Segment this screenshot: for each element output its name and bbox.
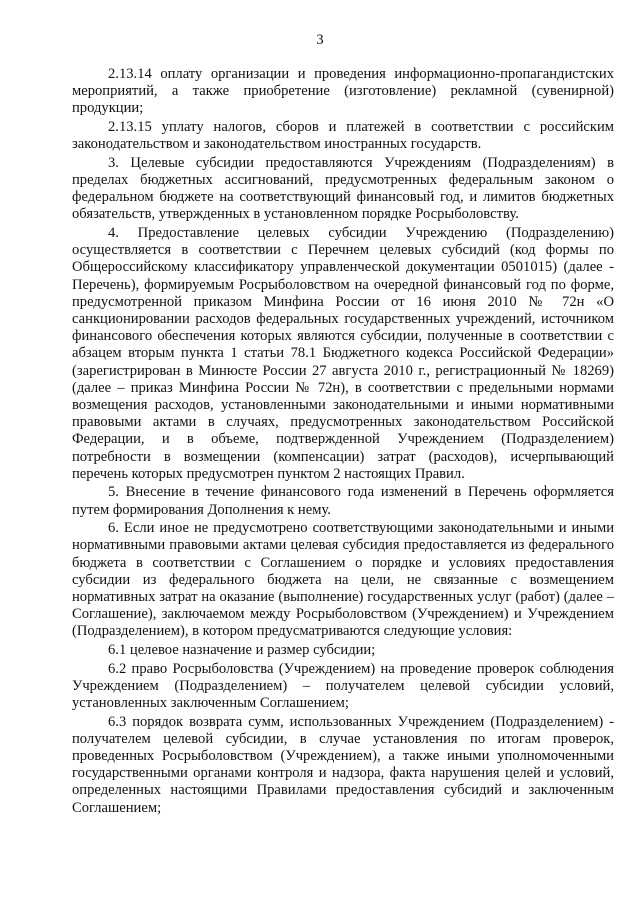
paragraph-6-3: 6.3 порядок возврата сумм, использованных Учреждением (Подразделением) - получателем целевой субсидии, в случае установления по итогам проверок, проведенных Росрыболовством (Учреждением), а также иными уполномоченными государственными органами контроля и надзора, факта нарушения целей и условий, определенных настоящими Правилами предоставления субсидий и заключенным Соглашением; [72,713,614,816]
paragraph-6: 6. Если иное не предусмотрено соответствующими законодательными и иными нормативными правовыми актами целевая субсидия предоставляется из федерального бюджета в соответствии с Соглашением о порядке и условиях предоставления субсидии из федерального бюджета на цели, не связанные с возмещением нормативных затрат на оказание (выполнение) государственных услуг (работ) (далее – Соглашение), заключаемом между Росрыболовством (Учреждением) и Учреждением (Подразделением), в котором предусматриваются следующие условия: [72,520,614,640]
paragraph-4: 4. Предоставление целевых субсидии Учреждению (Подразделению) осуществляется в соответствии с Перечнем целевых субсидий (код формы по Общероссийскому классификатору управленческой документации 0501015) (далее - Перечень), формируемым Росрыболовством на очередной финансовый год по форме, предусмотренной приказом Минфина России от 16 июня 2010 № 72н «О санкционировании расходов федеральных государственных учреждений, источником финансового обеспечения которых являются субсидии, полученные в соответствии с абзацем вторым пункта 1 статьи 78.1 Бюджетного кодекса Российской Федерации» (зарегистрирован в Минюсте России 27 августа 2010 г., регистрационный № 18269) (далее – приказ Минфина России № 72н), в соответствии с предельными нормами возмещения расходов, установленными законодательными и иными нормативными правовыми актами в случаях, предусмотренных законодательством Российской Федерации, и в объеме, подтвержденной Учреждением (Подразделением) потребности в возмещении (компенсации) затрат (расходов), исчерпывающий перечень которых предусмотрен пунктом 2 настоящих Правил. [72,225,614,482]
paragraph-2-13-15: 2.13.15 уплату налогов, сборов и платежей в соответствии с российским законодательством и законодательством иностранных государств. [72,119,614,153]
paragraph-6-1: 6.1 целевое назначение и размер субсидии; [108,642,376,659]
page-number: 3 [316,32,324,48]
paragraph-3: 3. Целевые субсидии предоставляются Учреждениям (Подразделениям) в пределах бюджетных ассигнований, предусмотренных федеральным законом о федеральном бюджете на соответствующий финансовый год, и лимитов бюджетных обязательств, утвержденных в установленном порядке Росрыболовству. [72,154,614,223]
document-body [72,66,614,818]
paragraph-6-2: 6.2 право Росрыболовства (Учреждением) на проведение проверок соблюдения Учреждением (Подразделением) – получателем целевой субсидии условий, установленных заключенным Соглашением; [72,660,614,712]
paragraph-2-13-14: 2.13.14 оплату организации и проведения информационно-пропагандистских мероприятий, а также приобретение (изготовление) рекламной (сувенирной) продукции; [72,66,614,117]
paragraph-5: 5. Внесение в течение финансового года изменений в Перечень оформляется путем формирования Дополнения к нему. [72,484,614,518]
